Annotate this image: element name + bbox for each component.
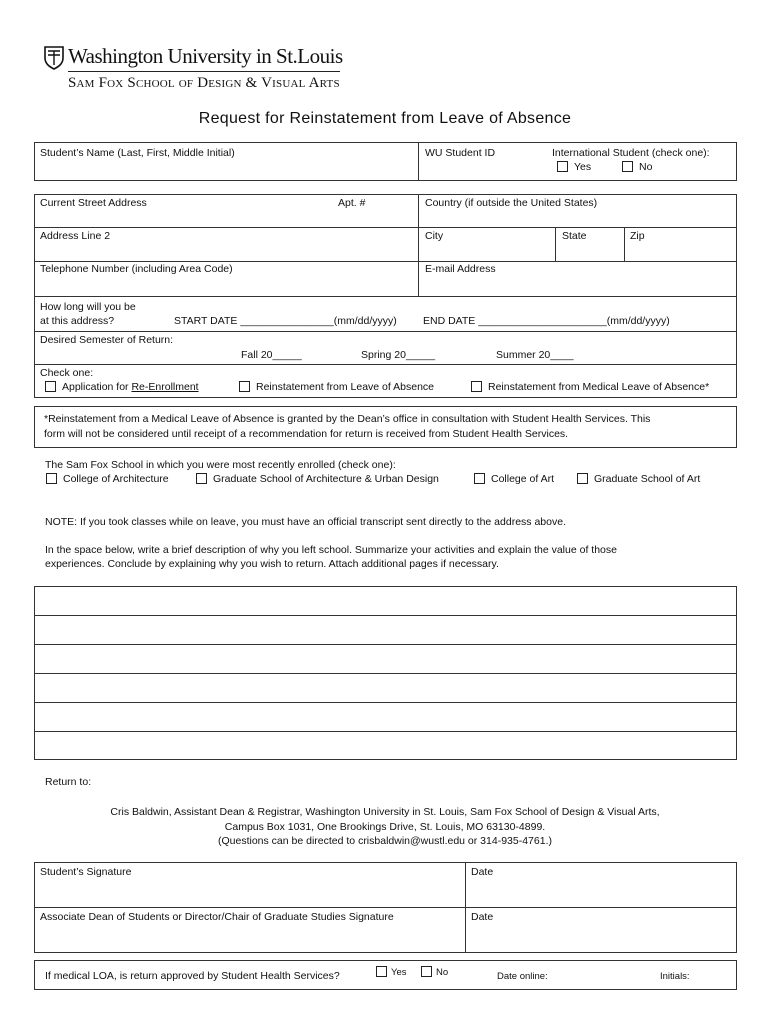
semester-label: Desired Semester of Return: [40,334,174,346]
student-signature-field[interactable]: Student’s Signature [40,866,132,878]
spring-field[interactable]: Spring 20_____ [361,349,436,361]
reenrollment-link[interactable]: Re-Enrollment [131,381,199,393]
notice-line-1: *Reinstatement from a Medical Leave of Absence is granted by the Dean’s office in consultation with Student Health Services. This [44,413,651,425]
return-address-3: (Questions can be directed to crisbaldwin@wustl.edu or 314-935-4761.) [217,835,552,847]
initials-field[interactable]: Initials: [660,971,690,982]
medical-yes-checkbox[interactable]: Yes [376,966,407,978]
university-name: Washington University in St.Louis [68,44,343,68]
address-line2-field[interactable]: Address Line 2 [40,230,111,242]
checkbox-icon [471,381,482,392]
apt-field[interactable]: Apt. # [338,197,366,209]
wu-id-field[interactable]: WU Student ID [425,147,496,159]
dean-signature-field[interactable]: Associate Dean of Students or Director/Chair of Graduate Studies Signature [40,911,394,923]
grad-art-checkbox[interactable]: Graduate School of Art [577,473,700,485]
check-one-label: Check one: [40,367,94,379]
return-address-2: Campus Box 1031, One Brookings Drive, St. Louis, MO 63130-4899. [224,821,546,833]
instructions-line-1: In the space below, write a brief description of why you left school. Summarize your activities and explain the value of those [45,544,617,556]
reinstatement-medical-checkbox[interactable]: Reinstatement from Medical Leave of Absence* [471,381,709,393]
medical-no-checkbox[interactable]: No [421,966,448,978]
student-name-field[interactable]: Student’s Name (Last, First, Middle Initial) [40,147,235,159]
fall-field[interactable]: Fall 20_____ [241,349,302,361]
transcript-note: NOTE: If you took classes while on leave, you must have an official transcript sent directly to the address above. [45,516,566,528]
school-name: Sam Fox School of Design & Visual Arts [68,75,340,91]
start-date-field[interactable]: START DATE ________________(mm/dd/yyyy) [174,315,397,327]
checkbox-icon [421,966,432,977]
how-long-label-2: at this address? [40,315,115,327]
checkbox-icon [46,473,57,484]
summer-field[interactable]: Summer 20____ [496,349,574,361]
return-to-label: Return to: [45,776,92,788]
checkbox-icon [622,161,633,172]
intl-no-checkbox[interactable]: No [622,161,652,173]
how-long-label: How long will you be [40,301,136,313]
intl-student-label: International Student (check one): [552,147,710,159]
art-checkbox[interactable]: College of Art [474,473,554,485]
grad-arch-checkbox[interactable]: Graduate School of Architecture & Urban Design [196,473,439,485]
reinstatement-loa-checkbox[interactable]: Reinstatement from Leave of Absence [239,381,434,393]
country-field[interactable]: Country (if outside the United States) [425,197,598,209]
street-address-field[interactable]: Current Street Address [40,197,147,209]
dean-date-field[interactable]: Date [471,911,494,923]
checkbox-icon [474,473,485,484]
checkbox-icon [45,381,56,392]
student-date-field[interactable]: Date [471,866,494,878]
city-field[interactable]: City [425,230,444,242]
state-field[interactable]: State [562,230,587,242]
instructions-line-2: experiences. Conclude by explaining why you wish to return. Attach additional pages if necessary. [45,558,499,570]
checkbox-icon [376,966,387,977]
shield-icon [44,46,64,70]
phone-field[interactable]: Telephone Number (including Area Code) [40,263,233,275]
email-field[interactable]: E-mail Address [425,263,496,275]
checkbox-icon [239,381,250,392]
return-address-1: Cris Baldwin, Assistant Dean & Registrar, Washington University in St. Louis, Sam Fox School of Design & Visual Arts, [110,806,660,818]
intl-yes-checkbox[interactable]: Yes [557,161,591,173]
notice-line-2: form will not be considered until receipt of a recommendation for return is received from Student Health Services. [44,428,569,440]
logo-rule [68,71,340,72]
reenrollment-checkbox[interactable]: Application for Re-Enrollment [45,381,199,393]
zip-field[interactable]: Zip [630,230,645,242]
medical-question: If medical LOA, is return approved by Student Health Services? [45,970,340,982]
date-online-field[interactable]: Date online: [497,971,548,982]
checkbox-icon [196,473,207,484]
form-title: Request for Reinstatement from Leave of Absence [198,110,572,127]
checkbox-icon [557,161,568,172]
school-select-prompt: The Sam Fox School in which you were most recently enrolled (check one): [45,459,396,471]
arch-checkbox[interactable]: College of Architecture [46,473,169,485]
checkbox-icon [577,473,588,484]
end-date-field[interactable]: END DATE ______________________(mm/dd/yyyy) [423,315,670,327]
